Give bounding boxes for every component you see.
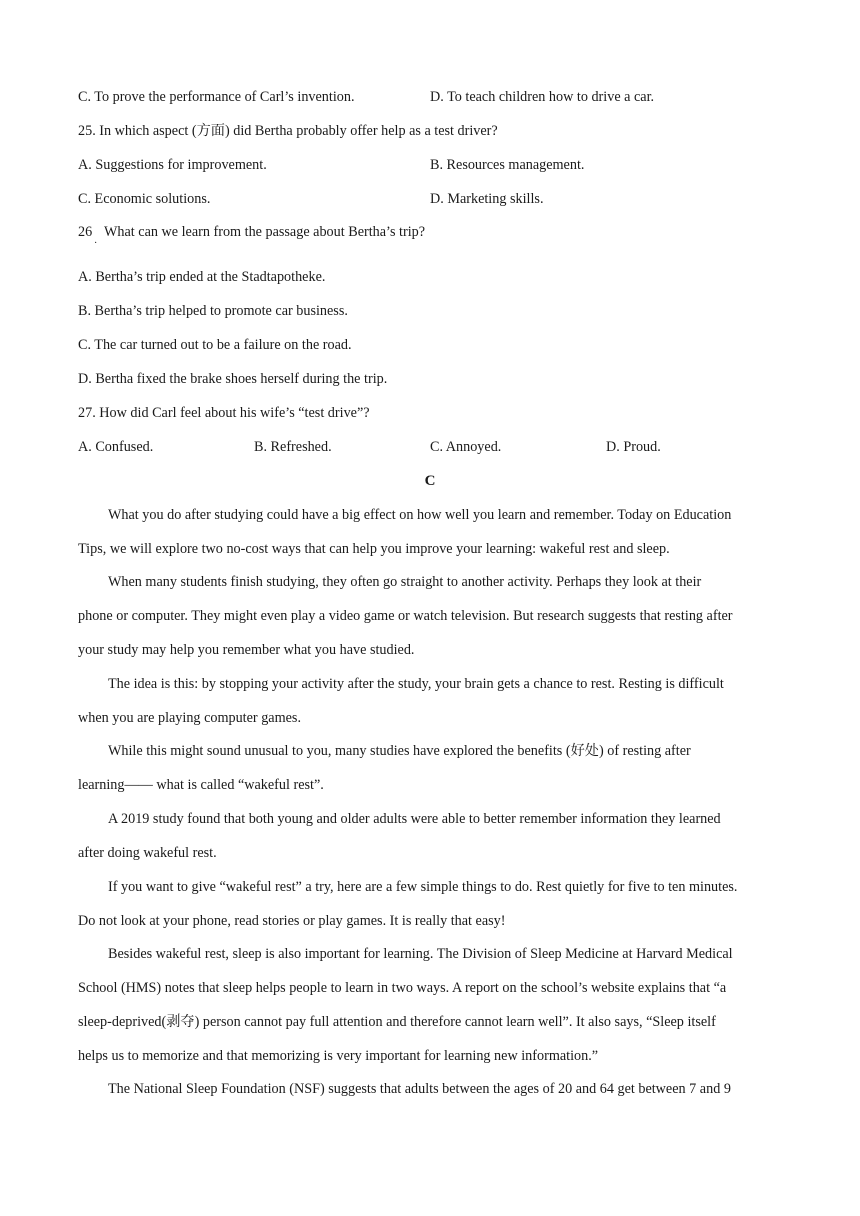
passage-line: A 2019 study found that both young and older adults were able to better remember information they learned — [108, 811, 721, 827]
passage-line: When many students finish studying, they often go straight to another activity. Perhaps they look at their — [108, 574, 702, 590]
q26-option-c: C. The car turned out to be a failure on the road. — [78, 337, 352, 353]
q27-question: 27. How did Carl feel about his wife’s “test drive”? — [78, 405, 370, 421]
q26-number: 26 — [78, 224, 93, 240]
passage-line: School (HMS) notes that sleep helps people to learn in two ways. A report on the school’s website explains that “a — [78, 980, 727, 996]
passage-line: Besides wakeful rest, sleep is also important for learning. The Division of Sleep Medicine at Harvard Medical — [108, 946, 733, 962]
q26-question: What can we learn from the passage about Bertha’s trip? — [104, 224, 426, 240]
passage-line: when you are playing computer games. — [78, 710, 301, 726]
passage-line: Tips, we will explore two no-cost ways that can help you improve your learning: wakeful rest and sleep. — [78, 541, 670, 557]
passage-line: While this might sound unusual to you, many studies have explored the benefits (好处) of resting after — [108, 743, 691, 759]
passage-line: Do not look at your phone, read stories or play games. It is really that easy! — [78, 913, 506, 929]
q26-option-a: A. Bertha’s trip ended at the Stadtapotheke. — [78, 269, 326, 285]
q26-dot: · — [94, 238, 98, 249]
q25-option-a: A. Suggestions for improvement. — [78, 157, 267, 173]
q27-option-d: D. Proud. — [606, 439, 661, 455]
passage-line: your study may help you remember what you have studied. — [78, 642, 415, 658]
q26-option-d: D. Bertha fixed the brake shoes herself during the trip. — [78, 371, 388, 387]
q24-option-c: C. To prove the performance of Carl’s invention. — [78, 89, 355, 105]
passage-line: helps us to memorize and that memorizing is very important for learning new information.” — [78, 1048, 599, 1064]
section-heading: C — [424, 473, 436, 489]
passage-line: If you want to give “wakeful rest” a try, here are a few simple things to do. Rest quietly for five to ten minutes. — [108, 879, 738, 895]
q25-question: 25. In which aspect (方面) did Bertha probably offer help as a test driver? — [78, 123, 498, 139]
passage-line: What you do after studying could have a big effect on how well you learn and remember. Today on Education — [108, 507, 732, 523]
q25-option-d: D. Marketing skills. — [430, 191, 544, 207]
passage-line: learning—— what is called “wakeful rest”. — [78, 777, 324, 793]
passage-line: The National Sleep Foundation (NSF) suggests that adults between the ages of 20 and 64 get between 7 and 9 — [108, 1081, 731, 1097]
passage-line: phone or computer. They might even play a video game or watch television. But research suggests that resting after — [78, 608, 733, 624]
passage-line: after doing wakeful rest. — [78, 845, 217, 861]
q27-option-c: C. Annoyed. — [430, 439, 502, 455]
passage-line: The idea is this: by stopping your activity after the study, your brain gets a chance to rest. Resting is difficult — [108, 676, 724, 692]
q27-option-a: A. Confused. — [78, 439, 154, 455]
q24-option-d: D. To teach children how to drive a car. — [430, 89, 655, 105]
q27-option-b: B. Refreshed. — [254, 439, 332, 455]
passage-line: sleep-deprived(剥夺) person cannot pay full attention and therefore cannot learn well”. It also says, “Sleep itself — [78, 1014, 716, 1030]
q25-option-c: C. Economic solutions. — [78, 191, 211, 207]
q26-option-b: B. Bertha’s trip helped to promote car business. — [78, 303, 348, 319]
q25-option-b: B. Resources management. — [430, 157, 585, 173]
